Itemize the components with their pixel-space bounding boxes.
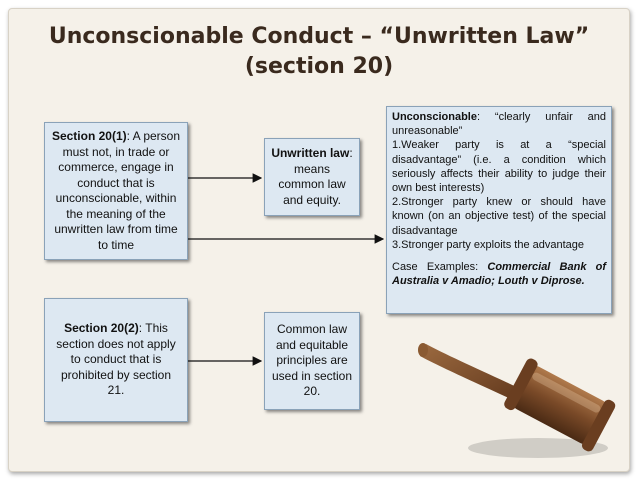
case-examples-cases: Commercial Bank of Australia v Amadio; Louth v Diprose. [392, 261, 606, 288]
definition-meaning: : “clearly unfair and unreasonable” [392, 111, 606, 138]
case-examples-label: Case Examples: [392, 261, 488, 274]
section-20-1-heading: Section 20(1) [51, 129, 127, 143]
title-line-2: (section 20) [244, 54, 394, 79]
gavel-icon [418, 316, 618, 466]
definition-point-1: 1.Weaker party is at a “special disadvantage” (i.e. a condition which seriously affects their ability to judge their own best interests) [392, 139, 606, 195]
common-law-text: Common law and equitable principles are used in section 20. [271, 322, 353, 399]
unwritten-law-text: : means common law and equity. [278, 146, 353, 207]
unwritten-law-heading: Unwritten law [271, 146, 350, 160]
definition-term: Unconscionable [392, 111, 477, 123]
section-20-1-text: : A person must not, in trade or commerce, engage in conduct that is unconscionable, within the meaning of the unwritten law from time to time [54, 129, 181, 252]
definition-point-3: 3.Stronger party exploits the advantage [392, 238, 585, 251]
title-line-1: Unconscionable Conduct – “Unwritten Law” [48, 24, 590, 49]
section-20-2-heading: Section 20(2) [64, 321, 139, 336]
section-20-2-text: : This section does not apply to conduct that is prohibited by section 21. [56, 321, 176, 398]
definition-point-2: 2.Stronger party knew or should have known (on an objective test) of the special disadvantage [392, 196, 606, 237]
